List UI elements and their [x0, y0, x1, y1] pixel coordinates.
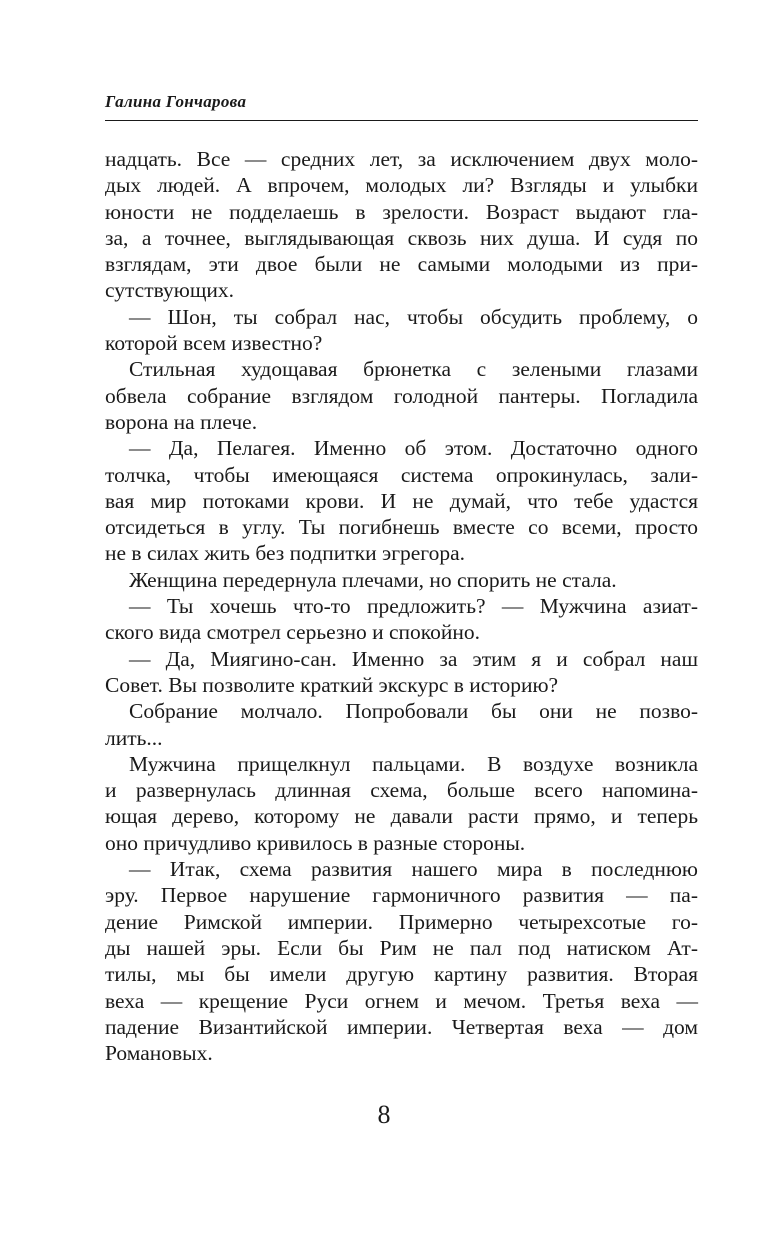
text-line: обвела собрание взглядом голодной пантеры. Погладила [105, 383, 698, 408]
text-line: ющая дерево, которому не давали расти прямо, и теперь [105, 804, 698, 829]
text-line: тилы, мы бы имели другую картину развития. Вторая [105, 962, 698, 987]
text-line: дение Римской империи. Примерно четырехсотые го- [105, 909, 698, 934]
text-line: — Шон, ты собрал нас, чтобы обсудить проблему, о [129, 304, 698, 329]
text-line: оно причудливо кривилось в разные стороны. [105, 830, 526, 855]
running-header [105, 90, 698, 121]
text-line: Стильная худощавая брюнетка с зелеными глазами [129, 357, 698, 382]
page-number: 8 [377, 1100, 391, 1129]
text-line: Романовых. [105, 1041, 213, 1066]
text-line: отсидеться в углу. Ты погибнешь вместе со всеми, просто [105, 515, 698, 540]
text-line: надцать. Все — средних лет, за исключением двух моло- [105, 147, 698, 171]
header-author: Галина Гончарова [105, 92, 247, 111]
text-line: — Ты хочешь что-то предложить? — Мужчина азиат- [129, 594, 698, 619]
text-line: ды нашей эры. Если бы Рим не пал под натиском Ат- [105, 935, 698, 960]
text-line: — Да, Пелагея. Именно об этом. Достаточно одного [129, 436, 698, 461]
text-line: эру. Первое нарушение гармоничного развития — па- [105, 883, 698, 908]
text-line: ского вида смотрел серьезно и спокойно. [105, 620, 480, 645]
text-line: падение Византийской империи. Четвертая веха — дом [105, 1014, 698, 1039]
text-line: Женщина передернула плечами, но спорить не стала. [129, 567, 617, 592]
body-text [105, 146, 698, 1066]
text-line: ворона на плече. [105, 409, 258, 434]
text-line: — Итак, схема развития нашего мира в последнюю [129, 857, 698, 882]
text-line: которой всем известно? [105, 331, 323, 356]
text-line: дых людей. А впрочем, молодых ли? Взгляды и улыбки [105, 173, 698, 198]
text-line: сутствующих. [105, 278, 235, 303]
text-line: Собрание молчало. Попробовали бы они не позво- [129, 699, 698, 724]
text-line: — Да, Миягино-сан. Именно за этим я и собрал наш [129, 646, 698, 671]
text-line: веха — крещение Руси огнем и мечом. Третья веха — [105, 988, 698, 1013]
text-line: юности не подделаешь в зрелости. Возраст выдают гла- [105, 199, 698, 224]
text-line: за, а точнее, выглядывающая сквозь них душа. И судя по [105, 225, 698, 250]
text-line: не в силах жить без подпитки эгрегора. [105, 541, 466, 566]
text-line: вая мир потоками крови. И не думай, что тебе удастся [105, 488, 698, 513]
text-line: Совет. Вы позволите краткий экскурс в историю? [105, 672, 559, 697]
text-line: Мужчина прищелкнул пальцами. В воздухе возникла [129, 751, 698, 776]
text-line: взглядам, эти двое были не самыми молодыми из при- [105, 252, 698, 277]
text-line: и развернулась длинная схема, больше всего напомина- [105, 778, 698, 803]
text-line: лить... [105, 725, 163, 750]
text-line: толчка, чтобы имеющаяся система опрокинулась, зали- [105, 462, 698, 487]
